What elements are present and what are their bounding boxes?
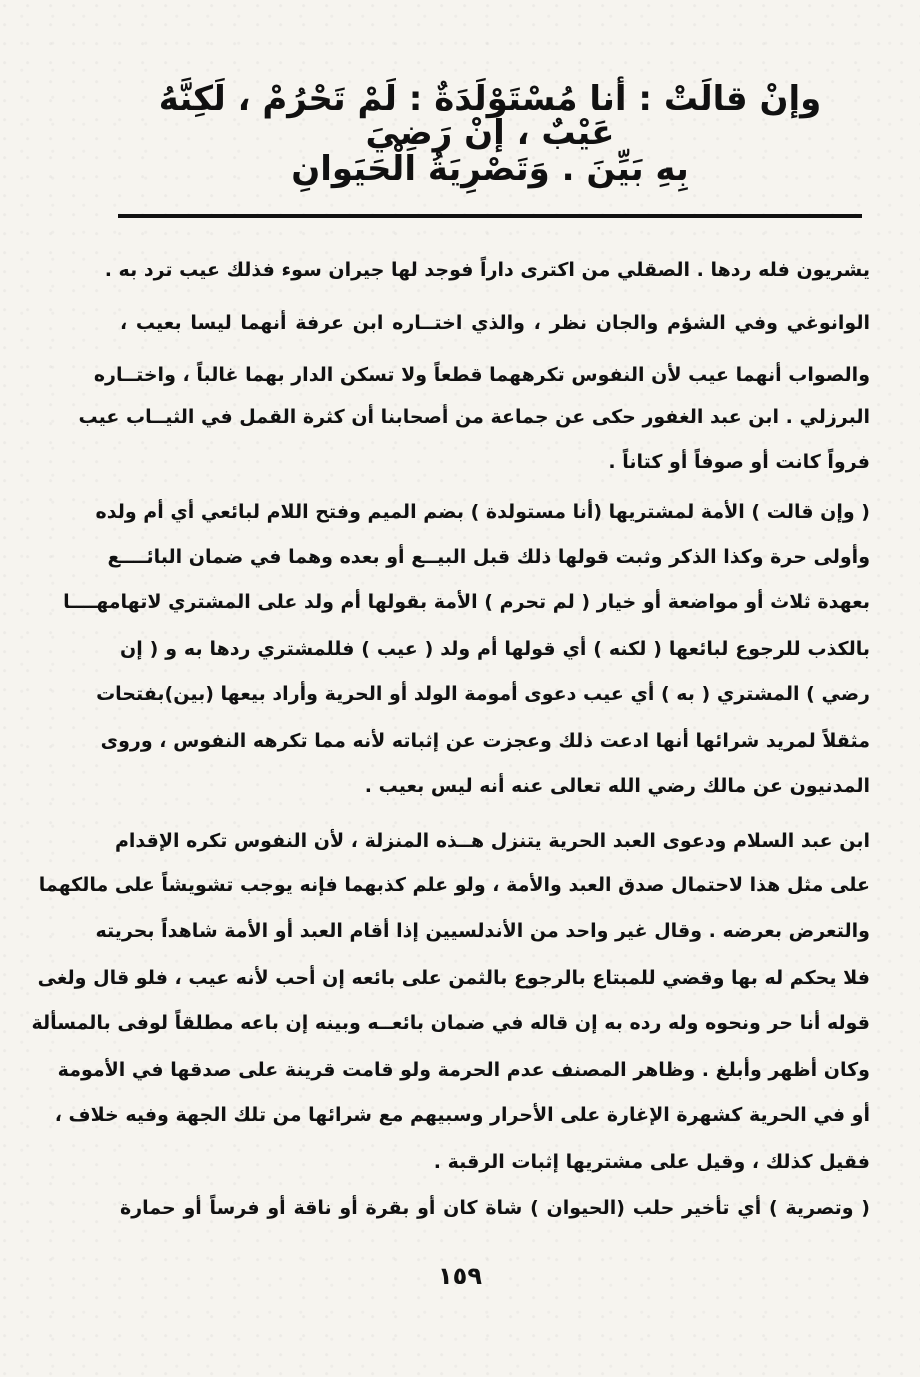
commentary-line: قوله أنا حر ونحوه وله رده به إن قاله في ضمان بائعــه وبينه إن باعه مطلقاً لوفى بالمسألة (31, 1012, 870, 1034)
separator-rule (118, 214, 862, 218)
commentary-line: وكان أظهر وأبلغ . وظاهر المصنف عدم الحرمة ولو قامت قرينة على صدقها في الأمومة (57, 1059, 870, 1081)
commentary-line: على مثل هذا لاحتمال صدق العبد والأمة ، ولو علم كذبهما فإنه يوجب تشويشاً على مالكهما (38, 874, 870, 896)
commentary-line: ابن عبد السلام ودعوى العبد الحرية يتنزل هــذه المنزلة ، لأن النفوس تكره الإقدام (114, 830, 870, 852)
commentary-line: والصواب أنهما عيب لأن النفوس تكرههما قطعاً ولا تسكن الدار بهما غالباً ، واختــاره (93, 364, 870, 386)
commentary-line: فلا يحكم له بها وقضي للمبتاع بالرجوع بالثمن على بائعه إن أحب لأنه عيب ، فلو قال ولغى (37, 967, 870, 989)
commentary-line: فرواً كانت أو صوفاً أو كتاناً . (608, 451, 870, 473)
commentary-line: ( وإن قالت ) الأمة لمشتريها (أنا مستولدة ) بضم الميم وفتح اللام لبائعي أي أم ولده (95, 501, 870, 523)
commentary-line: بالكذب للرجوع لبائعها ( لكنه ) أي قولها أم ولد ( عيب ) فللمشتري ردها به و ( إن (120, 638, 870, 660)
commentary-line: يشريون فله ردها . الصقلي من اكترى داراً فوجد لها جيران سوء فذلك عيب ترد به . (104, 259, 870, 281)
commentary-line: ( وتصرية ) أي تأخير حلب (الحيوان ) شاة كان أو بقرة أو ناقة أو فرساً أو حمارة (120, 1197, 870, 1219)
commentary-line: فقيل كذلك ، وقيل على مشتريها إثبات الرقبة . (433, 1151, 870, 1173)
commentary-line: المدنيون عن مالك رضي الله تعالى عنه أنه ليس بعيب . (364, 775, 870, 797)
commentary-line: البرزلي . ابن عبد الغفور حكى عن جماعة من أصحابنا أن كثرة القمل في الثيــاب عيب (78, 406, 870, 428)
page-number: ١٥٩ (438, 1262, 482, 1290)
commentary-line: أو في الحرية كشهرة الإغارة على الأحرار وسبيهم مع شرائها من تلك الجهة وفيه خلاف ، (54, 1104, 870, 1126)
commentary-line: بعهدة ثلاث أو مواضعة أو خيار ( لم تحرم ) الأمة بقولها أم ولد على المشتري لاتهامهــــا (63, 591, 870, 613)
matn-line-2: بِهِ بَيِّنَ . وَتَصْرِيَةُ الْحَيَوانِ (291, 149, 689, 189)
commentary-line: مثقلاً لمريد شرائها أنها ادعت ذلك وعجزت عن إثباته لأنه مما تكرهه النفوس ، وروى (100, 730, 870, 752)
commentary-line: رضي ) المشتري ( به ) أي عيب دعوى أمومة الولد أو الحرية وأراد بيعها (بين)بفتحات (96, 683, 870, 705)
commentary-line: وأولى حرة وكذا الذكر وثبت قولها ذلك قبل البيــع أو بعده وهما في ضمان البائــــع (107, 546, 870, 568)
commentary-line: الوانوغي وفي الشؤم والجان نظر ، والذي اختــاره ابن عرفة أنهما ليسا بعيب ، (120, 312, 870, 334)
commentary-line: والتعرض بعرضه . وقال غير واحد من الأندلسيين إذا أقام العبد أو الأمة شاهداً بحريته (95, 920, 870, 942)
matn-line-1: وإنْ قالَتْ : أنا مُسْتَوْلَدَةٌ : لَمْ تَحْرُمْ ، لَكِنَّهُ عَيْبٌ ، إنْ رَضِيَ (158, 79, 822, 153)
